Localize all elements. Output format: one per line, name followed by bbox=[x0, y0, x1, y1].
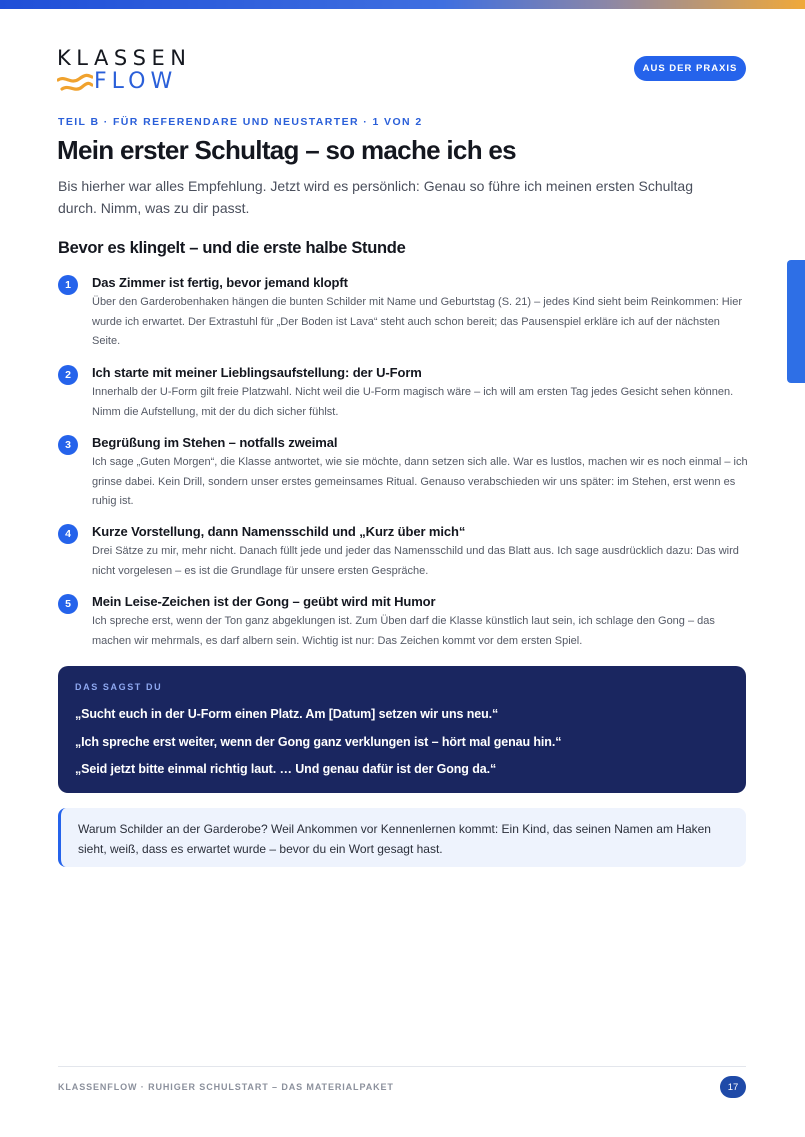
step-item bbox=[58, 272, 748, 362]
step-list bbox=[58, 272, 748, 661]
callout-quote: „Seid jetzt bitte einmal richtig laut. … Und genau dafür ist der Gong da.“ bbox=[75, 762, 497, 776]
step-number-badge: 1 bbox=[58, 275, 78, 295]
callout-quote: „Sucht euch in der U-Form einen Platz. Am [Datum] setzen wir uns neu.“ bbox=[75, 707, 499, 721]
kicker-line: TEIL B · FÜR REFERENDARE UND NEUSTARTER · 1 VON 2 bbox=[58, 116, 423, 128]
side-tab-marker bbox=[787, 260, 805, 383]
step-item bbox=[58, 362, 748, 432]
step-title: Kurze Vorstellung, dann Namensschild und „Kurz über mich“ bbox=[92, 524, 466, 539]
section-badge: AUS DER PRAXIS bbox=[634, 56, 746, 81]
step-number-badge: 4 bbox=[58, 524, 78, 544]
step-number-badge: 2 bbox=[58, 365, 78, 385]
callout-quote: „Ich spreche erst weiter, wenn der Gong ganz verklungen ist – hört mal genau hin.“ bbox=[75, 734, 562, 749]
page-title: Mein erster Schultag – so mache ich es bbox=[57, 135, 516, 165]
section-heading: Bevor es klingelt – und die erste halbe Stunde bbox=[58, 239, 406, 257]
step-text: Über den Garderobenhaken hängen die bunten Schilder mit Name und Geburtstag (S. 21) – jedes Kind sieht beim Reinkommen: Hier wurde ich erwartet. Der Extrastuhl für „Der Boden ist Lava“ steht auch schon bereit; das Pausenspiel erkläre ich auf der nächsten Seite. bbox=[92, 296, 742, 347]
step-text: Ich sage „Guten Morgen“, die Klasse antwortet, wie sie möchte, dann setzen sich alle. War es lustlos, machen wir es noch einmal – ich grinse dabei. Kein Drill, sondern unser erstes gemeinsames Ritual. Genauso verabschieden wir uns später: im Stehen, erst wenn es ruhig ist. bbox=[92, 456, 748, 507]
page-number: 17 bbox=[720, 1076, 746, 1098]
lead-paragraph: Bis hierher war alles Empfehlung. Jetzt wird es persönlich: Genau so führe ich meinen ersten Schultag durch. Nimm, was zu dir passt. bbox=[58, 178, 693, 216]
tip-note: Warum Schilder an der Garderobe? Weil Ankommen vor Kennenlernen kommt: Ein Kind, das seinen Namen am Haken sieht, weiß, dass es erwartet wurde – bevor du ein Wort gesagt hast. bbox=[58, 808, 746, 867]
step-item bbox=[58, 521, 748, 591]
step-item bbox=[58, 432, 748, 521]
logo-wordmark-bottom: FLOW bbox=[94, 69, 178, 94]
step-title: Begrüßung im Stehen – notfalls zweimal bbox=[92, 435, 338, 450]
top-gradient-bar bbox=[0, 0, 805, 9]
say-this-callout bbox=[58, 666, 746, 793]
step-number-badge: 5 bbox=[58, 594, 78, 614]
brand-logo bbox=[57, 46, 197, 96]
step-title: Mein Leise-Zeichen ist der Gong – geübt wird mit Humor bbox=[92, 594, 436, 609]
step-text: Ich spreche erst, wenn der Ton ganz abgeklungen ist. Zum Üben darf die Klasse künstlich laut sein, ich schlage den Gong – das machen wir mehrmals, es darf albern sein. Wichtig ist nur: Das Zeichen kommt vor dem ersten Spiel. bbox=[92, 615, 715, 647]
step-title: Das Zimmer ist fertig, bevor jemand klopft bbox=[92, 275, 348, 290]
step-item bbox=[58, 591, 748, 661]
logo-waves-icon bbox=[57, 73, 93, 93]
footer-divider bbox=[58, 1066, 746, 1067]
step-number-badge: 3 bbox=[58, 435, 78, 455]
step-title: Ich starte mit meiner Lieblingsaufstellung: der U-Form bbox=[92, 365, 422, 380]
footer-text: KLASSENFLOW · RUHIGER SCHULSTART – DAS MATERIALPAKET bbox=[58, 1082, 394, 1092]
step-text: Drei Sätze zu mir, mehr nicht. Danach füllt jede und jeder das Namensschild und das Blatt aus. Ich sage ausdrücklich dazu: Das wird nicht vorgelesen – es ist die Grundlage für unsere ersten Gespräche. bbox=[92, 545, 739, 577]
step-text: Innerhalb der U-Form gilt freie Platzwahl. Nicht weil die U-Form magisch wäre – ich will am ersten Tag jedes Gesicht sehen können. Nimm die Aufstellung, mit der du dich sicher fühlst. bbox=[92, 386, 734, 418]
logo-wordmark-top: KLASSEN bbox=[57, 46, 192, 70]
callout-label: DAS SAGST DU bbox=[75, 682, 163, 692]
